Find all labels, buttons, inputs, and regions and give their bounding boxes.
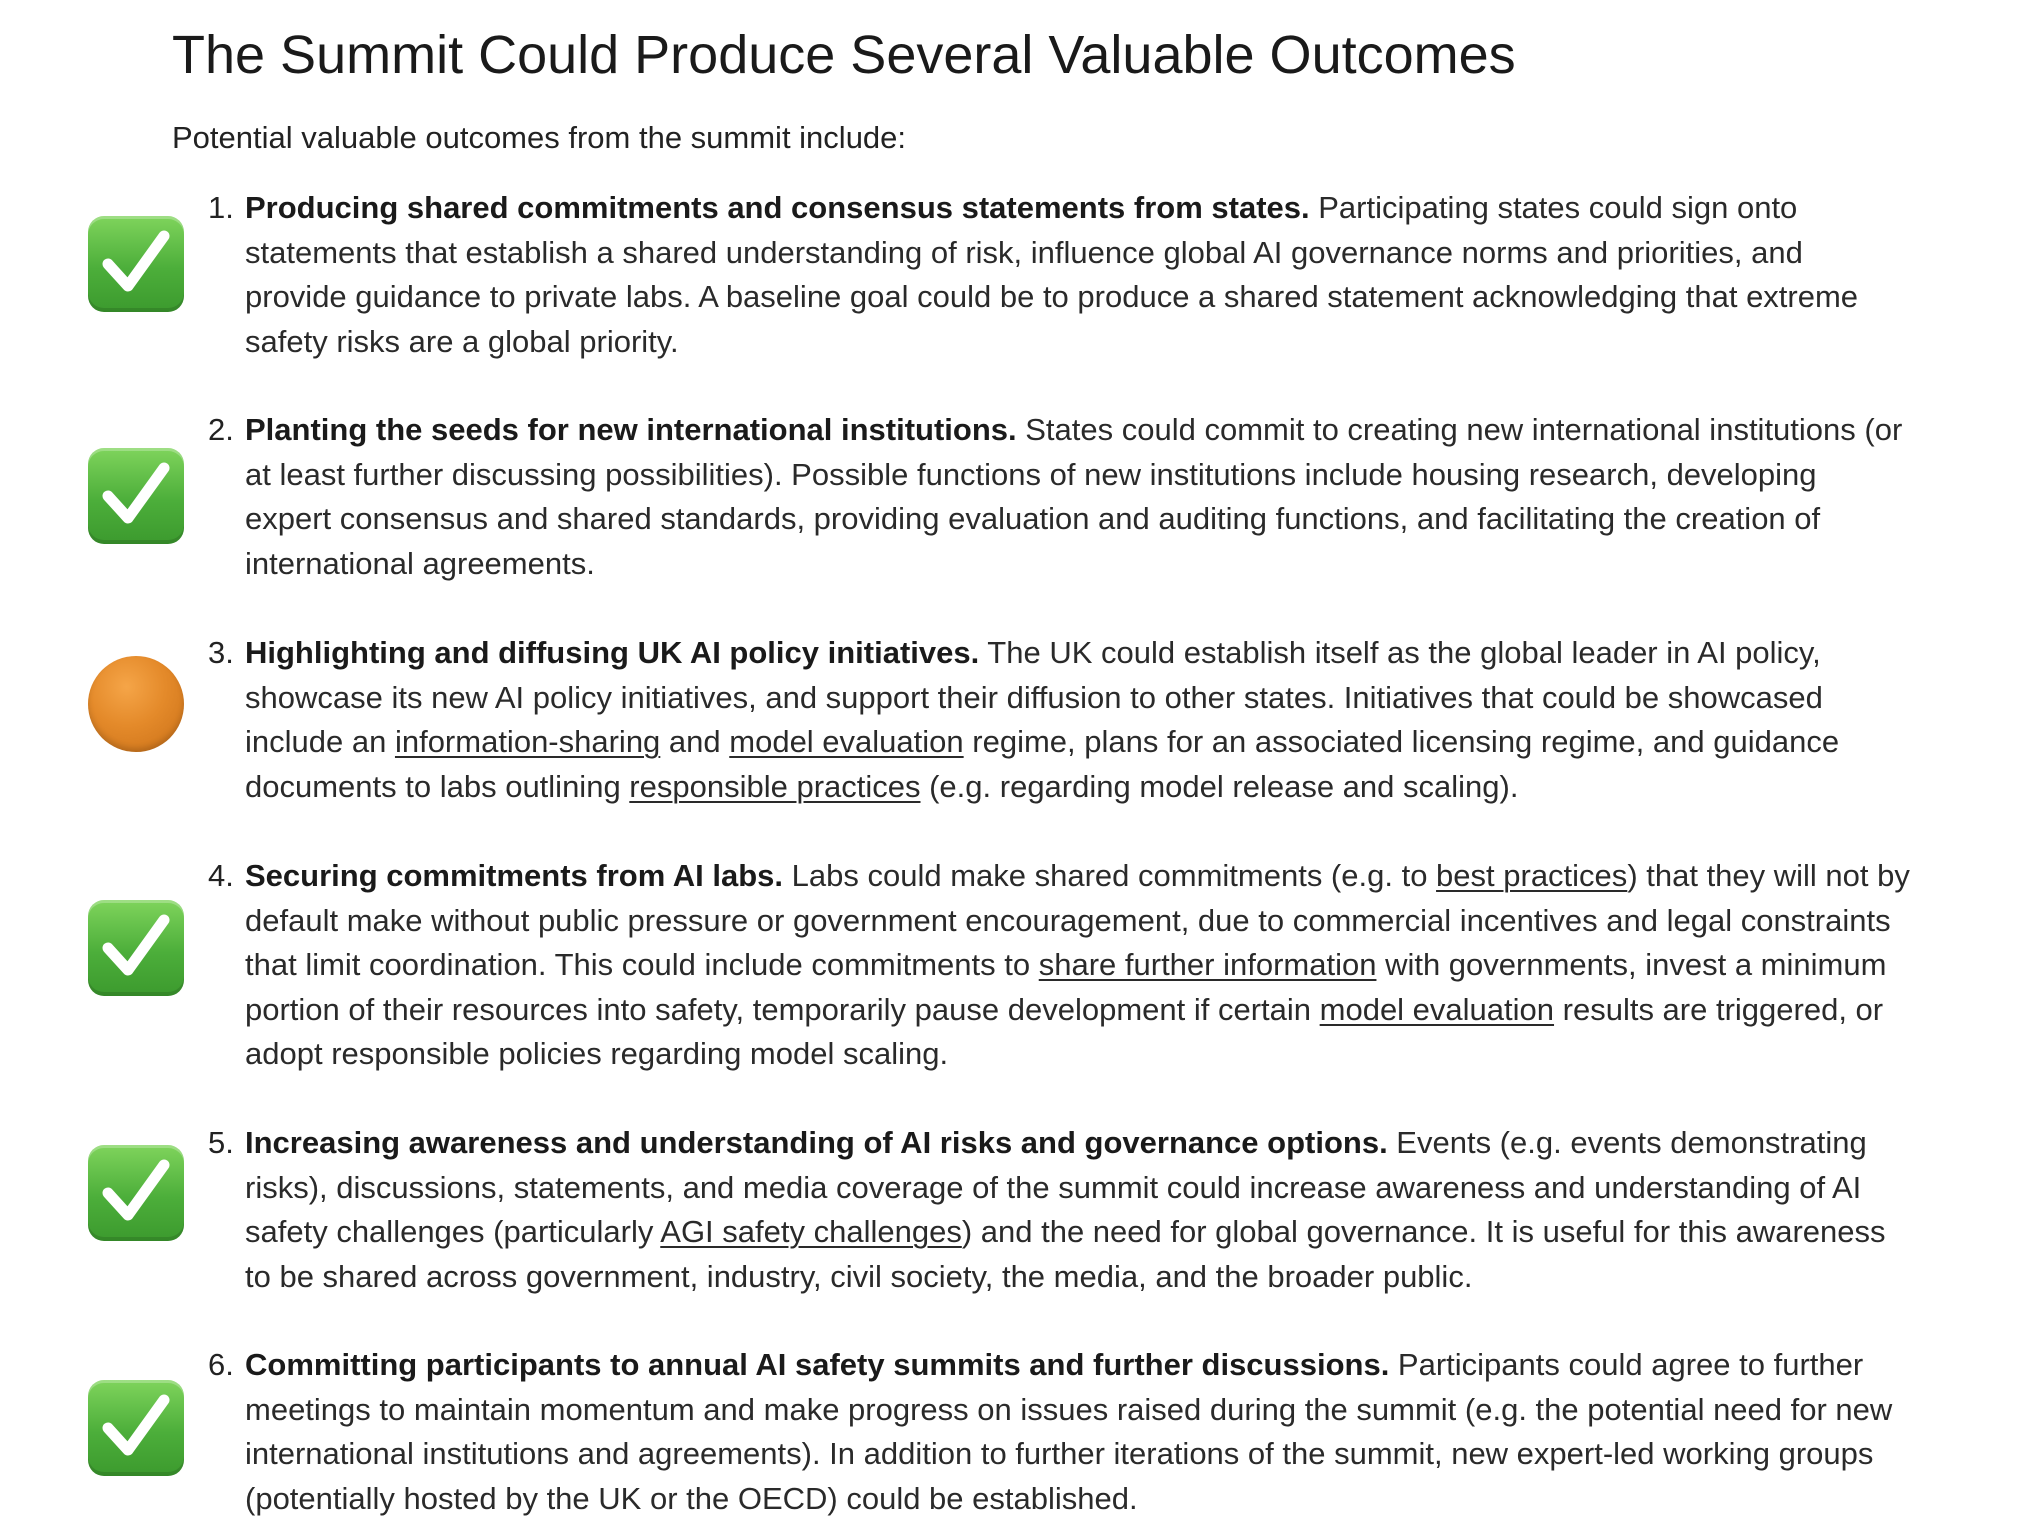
body-text: Labs could make shared commitments (e.g. to [783,858,1437,893]
list-item-number: 1. [208,190,234,225]
list-item-body [245,631,1910,809]
list-item-number: 6. [208,1347,234,1382]
inline-link[interactable]: best practices [1436,858,1628,893]
list-item-heading: Committing participants to annual AI safety summits and further discussions. [245,1347,1390,1382]
inline-link[interactable]: AGI safety challenges [660,1214,962,1249]
body-text: and [660,724,730,759]
check-mark-button-icon [88,216,184,312]
orange-circle-icon [88,656,184,752]
check-mark-button-icon [88,448,184,544]
body-text: States could commit to creating new international institutions (or at least further discussing possibilities). Possible functions of new institutions include housing research, developing expert consensus and shared standards, providing evaluation and auditing functions, and facilitating the creation of international agreements. [245,412,1903,581]
list-item-number: 4. [208,858,234,893]
list-item-body [245,186,1910,364]
body-text: Events (e.g. events demonstrating risks), discussions, statements, and media coverage of the summit could increase awareness and understanding of AI safety challenges (particularly [245,1125,1867,1249]
body-text: regime, plans for an associated licensing regime, and guidance documents to labs outlining [245,724,1840,804]
body-text: Participating states could sign onto statements that establish a shared understanding of risk, influence global AI governance norms and priorities, and provide guidance to private labs. A baseline goal could be to produce a shared statement acknowledging that extreme safety risks are a global priority. [245,190,1859,359]
body-text: results are triggered, or adopt responsible policies regarding model scaling. [245,991,1884,1071]
list-item-body [245,408,1910,586]
inline-link[interactable]: share further information [1038,947,1377,982]
list-item-heading: Securing commitments from AI labs. [245,858,784,893]
list-item-number: 2. [208,412,234,447]
page-title: The Summit Could Produce Several Valuable Outcomes [172,25,1516,85]
list-item-body [245,1343,1910,1521]
check-mark-button-icon [88,1145,184,1241]
list-item-body [245,1121,1910,1299]
inline-link[interactable]: model evaluation [1319,991,1555,1027]
body-text: The UK could establish itself as the global leader in AI policy, showcase its new AI policy initiatives, and support their diffusion to other states. Initiatives that could be showcased include an [245,635,1823,759]
body-text: Participants could agree to further meetings to maintain momentum and make progress on issues raised during the summit (e.g. the potential need for new international institutions and agreements). In addition to further iterations of the summit, new expert-led working groups (potentially hosted by the UK or the OECD) could be established. [245,1347,1893,1516]
inline-link[interactable]: responsible practices [629,768,921,804]
inline-link[interactable]: model evaluation [729,724,964,759]
inline-link[interactable]: information-sharing [394,724,661,759]
list-item-number: 5. [208,1125,234,1160]
body-text: with governments, invest a minimum portion of their resources into safety, temporarily pause development if certain [245,947,1887,1027]
body-text: ) that they will not by default make without public pressure or government encouragement, due to commercial incentives and legal constraints that limit coordination. This could include commitments to [245,858,1910,982]
list-item-body [245,854,1910,1077]
list-item-heading: Planting the seeds for new international institutions. [245,412,1017,447]
check-mark-button-icon [88,900,184,996]
list-item-heading: Increasing awareness and understanding of AI risks and governance options. [245,1125,1388,1160]
list-item-heading: Highlighting and diffusing UK AI policy initiatives. [245,635,980,670]
body-text: (e.g. regarding model release and scaling). [920,768,1519,804]
list-item-number: 3. [208,635,234,670]
body-text: ) and the need for global governance. It is useful for this awareness to be shared across government, industry, civil society, the media, and the broader public. [245,1214,1886,1294]
check-mark-button-icon [88,1380,184,1476]
intro-text: Potential valuable outcomes from the summit include: [172,120,907,155]
list-item-heading: Producing shared commitments and consensus statements from states. [245,190,1310,225]
